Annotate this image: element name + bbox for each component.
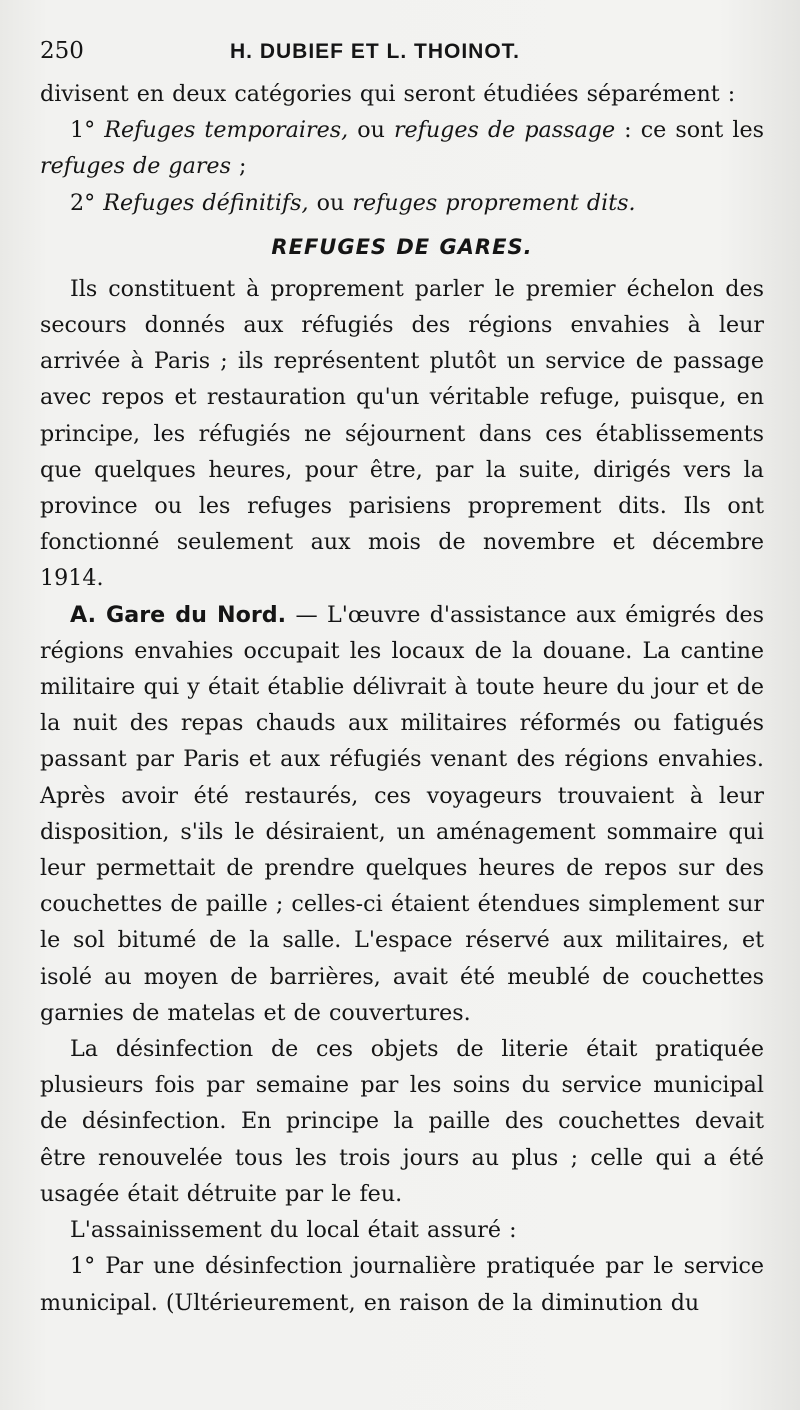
subsection-lead: A. Gare du Nord. (70, 601, 287, 628)
paragraph-intro: divisent en deux catégories qui seront étudiées séparément : (40, 81, 736, 107)
term-station-refuges: refuges de gares (40, 153, 231, 180)
list-item-temporary-refuges (40, 112, 764, 184)
body-text (40, 76, 764, 1321)
connector-text: ou (308, 189, 353, 216)
term-temporary-refuges: Refuges temporaires, (104, 117, 349, 144)
section-heading: REFUGES DE GARES. (271, 234, 533, 259)
term-proper-refuges: refuges proprement dits. (352, 189, 636, 216)
connector-text: ou (348, 117, 394, 144)
paragraph-disinfection: La désinfection de ces objets de literie était pratiquée plusieurs fois par semaine par les soins du service municipal de désinfection. En principe la paille des couchettes devait être renouvelée tous les trois jours au plus ; celle qui a été usagée était détruite par le feu. (40, 1036, 764, 1207)
running-head: H. DUBIEF ET L. THOINOT. (230, 40, 520, 63)
list-marker: 1° (70, 117, 96, 144)
page-number: 250 (40, 38, 84, 64)
page-header (40, 38, 764, 70)
paragraph-daily-disinfection: 1° Par une désinfection journalière pratiquée par le service municipal. (Ultérieurement, en raison de la diminution du (40, 1253, 764, 1316)
term-definitive-refuges: Refuges définitifs, (103, 189, 309, 216)
term-passage-refuges: refuges de passage (393, 117, 616, 144)
list-item-definitive-refuges (40, 185, 764, 221)
connector-text: : ce sont les (615, 117, 764, 144)
paragraph-gare-du-nord (40, 597, 764, 1031)
paragraph-sanitation: L'assainissement du local était assuré : (70, 1217, 517, 1244)
paragraph-station-refuges: Ils constituent à proprement parler le premier échelon des secours donnés aux réfugiés des régions envahies à leur arrivée à Paris ; ils représentent plutôt un service de passage avec repos et restauration qu'un véritable refuge, puisque, en principe, les réfugiés ne séjournent dans ces établissements que quelques heures, pour être, par la suite, dirigés vers la province ou les refuges parisiens proprement dits. Ils ont fonctionné seulement aux mois de novembre et décembre 1914. (40, 275, 764, 592)
list-marker: 2° (70, 189, 96, 216)
connector-text: ; (230, 153, 247, 180)
paragraph-gare-du-nord-text: — L'œuvre d'assistance aux émigrés des régions envahies occupait les locaux de la douane. La cantine militaire qui y était établie délivrait à toute heure du jour et de la nuit des repas chauds aux militaires réformés ou fatigués passant par Paris et aux réfugiés venant des régions envahies. Après avoir été restaurés, ces voyageurs trouvaient à leur disposition, s'ils le désiraient, un aménagement sommaire qui leur permettait de prendre quelques heures de repos sur des couchettes de paille ; celles-ci étaient étendues simplement sur le sol bitumé de la salle. L'espace réservé aux militaires, et isolé au moyen de barrières, avait été meublé de couchettes garnies de matelas et de couvertures. (40, 601, 764, 1026)
